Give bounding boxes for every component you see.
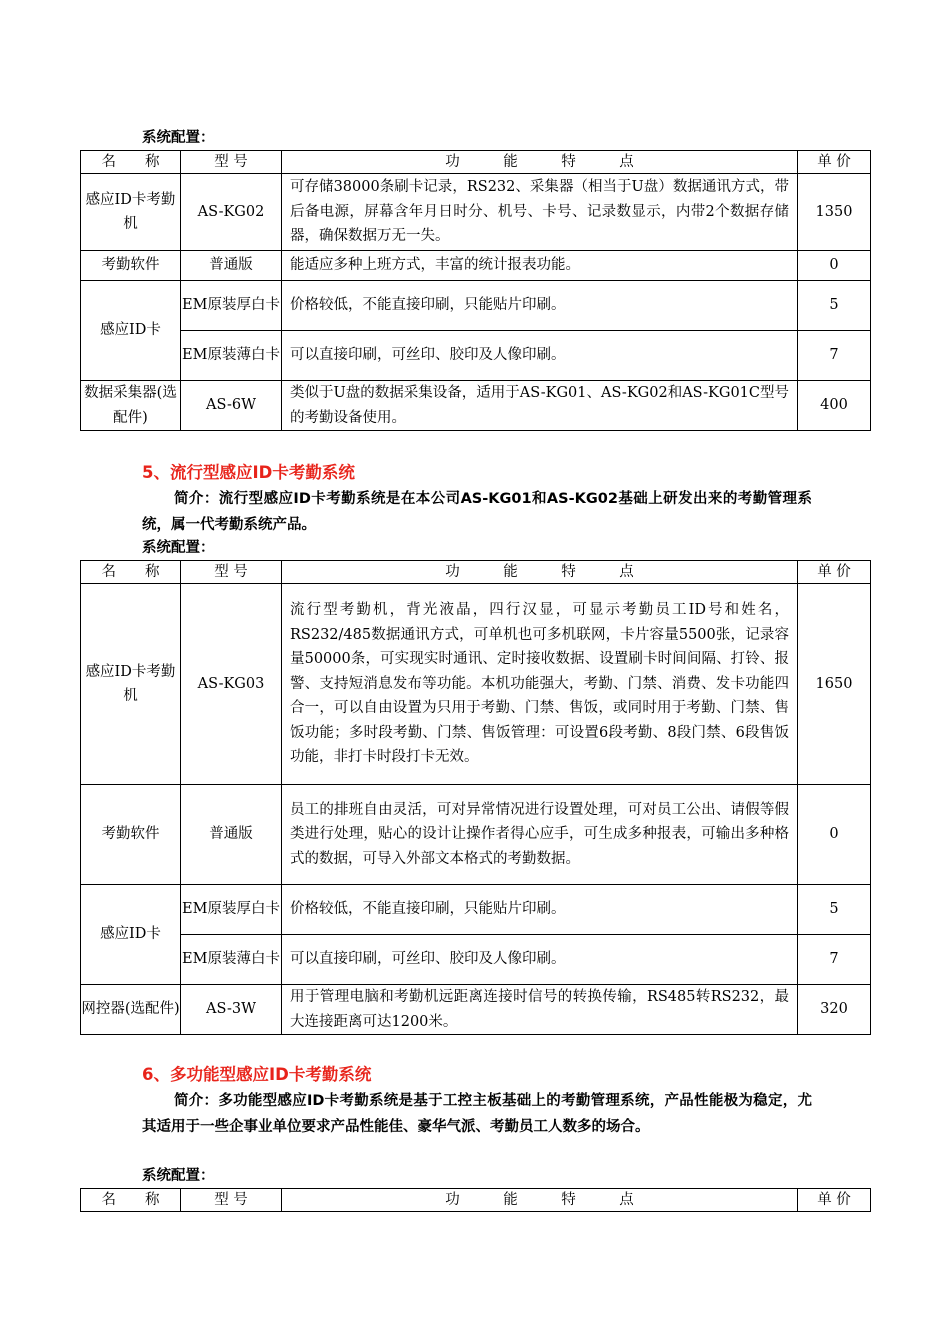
cell-name: 感应ID卡 (81, 885, 181, 985)
cell-model: EM原装厚白卡 (181, 885, 282, 935)
header-price: 单 价 (798, 1189, 871, 1212)
config-label: 系统配置： (142, 130, 215, 146)
table-row (81, 584, 871, 785)
cell-price: 400 (798, 381, 871, 431)
header-price: 单 价 (798, 561, 871, 584)
cell-desc: 用于管理电脑和考勤机远距离连接时信号的转换传输，RS485转RS232，最大连接距离可达1200米。 (282, 985, 798, 1035)
cell-desc: 价格较低，不能直接印刷，只能贴片印刷。 (282, 885, 798, 935)
table-row (81, 251, 871, 281)
cell-desc: 可存储38000条刷卡记录，RS232、采集器（相当于U盘）数据通讯方式，带后备电源，屏幕含年月日时分、机号、卡号、记录数显示，内带2个数据存储器，确保数据万无一失。 (282, 174, 798, 251)
header-price: 单 价 (798, 151, 871, 174)
section-intro: 简介：流行型感应ID卡考勤系统是在本公司AS-KG01和AS-KG02基础上研发出来的考勤管理系统，属一代考勤系统产品。 (142, 491, 812, 533)
cell-name: 感应ID卡 (81, 281, 181, 381)
config-label: 系统配置： (142, 540, 215, 556)
section-intro: 简介：多功能型感应ID卡考勤系统是基于工控主板基础上的考勤管理系统，产品性能极为稳定，尤其适用于一些企事业单位要求产品性能佳、豪华气派、考勤员工人数多的场合。 (142, 1093, 812, 1135)
spec-table (80, 560, 871, 1035)
cell-name: 感应ID卡考勤机 (81, 584, 181, 785)
header-name: 名 称 (81, 151, 181, 174)
spec-table (80, 150, 871, 431)
cell-price: 0 (798, 785, 871, 885)
cell-price: 0 (798, 251, 871, 281)
table-row (81, 174, 871, 251)
table-row (81, 331, 871, 381)
cell-price: 5 (798, 281, 871, 331)
cell-model: AS-3W (181, 985, 282, 1035)
table-row (81, 281, 871, 331)
cell-desc: 流行型考勤机，背光液晶，四行汉显，可显示考勤员工ID号和姓名，RS232/485数据通讯方式，可单机也可多机联网，卡片容量5500张，记录容量50000条，可实现实时通讯、定时接收数据、设置刷卡时间间隔、打铃、报警、支持短消息发布等功能。本机功能强大，考勤、门禁、消费、发卡功能四合一，可以自由设置为只用于考勤、门禁、售饭，或同时用于考勤、门禁、售饭功能；多时段考勤、门禁、售饭管理：可设置6段考勤、8段门禁、6段售饭功能，非打卡时段打卡无效。 (282, 584, 798, 785)
cell-name: 感应ID卡考勤机 (81, 174, 181, 251)
table-row (81, 381, 871, 431)
cell-price: 7 (798, 331, 871, 381)
cell-desc: 可以直接印刷，可丝印、胶印及人像印刷。 (282, 935, 798, 985)
header-features: 功 能 特 点 (282, 1189, 798, 1212)
table-row (81, 785, 871, 885)
cell-desc: 可以直接印刷，可丝印、胶印及人像印刷。 (282, 331, 798, 381)
header-name: 名 称 (81, 1189, 181, 1212)
table-header-row (81, 561, 871, 584)
spec-table (80, 1188, 871, 1212)
header-model: 型 号 (181, 151, 282, 174)
table-header-row (81, 151, 871, 174)
cell-name: 数据采集器(选配件) (81, 381, 181, 431)
cell-model: AS-6W (181, 381, 282, 431)
header-features: 功 能 特 点 (282, 561, 798, 584)
cell-desc: 类似于U盘的数据采集设备，适用于AS-KG01、AS-KG02和AS-KG01C型号的考勤设备使用。 (282, 381, 798, 431)
cell-desc: 员工的排班自由灵活，可对异常情况进行设置处理，可对员工公出、请假等假类进行处理，贴心的设计让操作者得心应手，可生成多种报表，可输出多种格式的数据，可导入外部文本格式的考勤数据。 (282, 785, 798, 885)
cell-name: 考勤软件 (81, 251, 181, 281)
cell-desc: 能适应多种上班方式，丰富的统计报表功能。 (282, 251, 798, 281)
section-heading: 6、多功能型感应ID卡考勤系统 (142, 1065, 372, 1084)
cell-price: 5 (798, 885, 871, 935)
cell-name: 考勤软件 (81, 785, 181, 885)
table-row (81, 885, 871, 935)
cell-model: 普通版 (181, 785, 282, 885)
cell-price: 1350 (798, 174, 871, 251)
header-model: 型 号 (181, 561, 282, 584)
cell-model: EM原装薄白卡 (181, 331, 282, 381)
cell-price: 320 (798, 985, 871, 1035)
cell-model: EM原装薄白卡 (181, 935, 282, 985)
header-name: 名 称 (81, 561, 181, 584)
cell-model: AS-KG03 (181, 584, 282, 785)
cell-price: 7 (798, 935, 871, 985)
cell-model: EM原装厚白卡 (181, 281, 282, 331)
table-header-row (81, 1189, 871, 1212)
header-model: 型 号 (181, 1189, 282, 1212)
table-row (81, 935, 871, 985)
cell-name: 网控器(选配件) (81, 985, 181, 1035)
cell-desc: 价格较低，不能直接印刷，只能贴片印刷。 (282, 281, 798, 331)
header-features: 功 能 特 点 (282, 151, 798, 174)
section-heading: 5、流行型感应ID卡考勤系统 (142, 463, 355, 482)
cell-model: 普通版 (181, 251, 282, 281)
config-label: 系统配置： (142, 1168, 215, 1184)
cell-price: 1650 (798, 584, 871, 785)
cell-model: AS-KG02 (181, 174, 282, 251)
table-row (81, 985, 871, 1035)
